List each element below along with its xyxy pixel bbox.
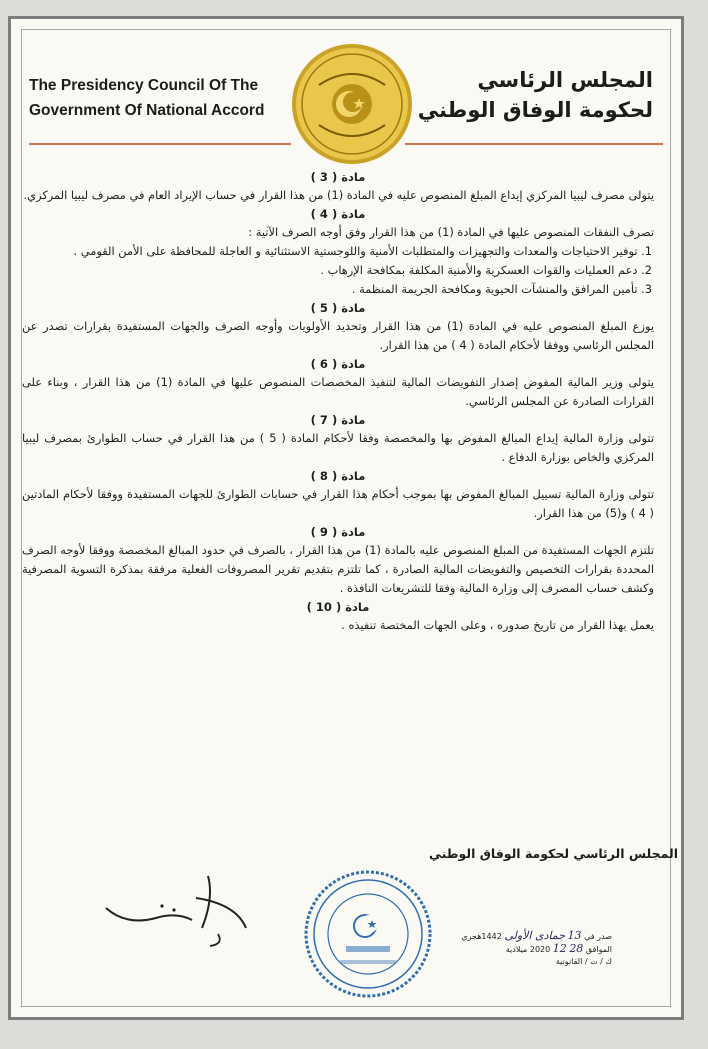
state-emblem-icon [289, 41, 415, 167]
gregorian-year: 2020 ميلادية [505, 945, 551, 954]
article-title: مادة ( 8 ) [310, 469, 366, 483]
official-stamp-icon [302, 868, 434, 1000]
article-text: يوزع المبلغ المنصوص عليه في المادة (1) من هذا القرار وتحديد الأولويات وأوجه الصرف والجهات المستفيدة بقرارات تصدر عن المجلس الرئاسي ووفقا لأحكام المادة ( 4 ) من هذا القرار. [22, 319, 654, 352]
article-text: يعمل بهذا القرار من تاريخ صدوره ، وعلى الجهات المختصة تنفيذه . [341, 618, 654, 632]
header-arabic [413, 65, 653, 125]
article-9 [22, 523, 654, 598]
article-5 [22, 299, 654, 355]
article-title: مادة ( 3 ) [310, 170, 366, 184]
article-10 [22, 598, 654, 635]
gregorian-month: 12 [552, 942, 567, 955]
article-title: مادة ( 5 ) [310, 301, 366, 315]
header-rule-right [405, 143, 663, 145]
hijri-day: 13 [567, 929, 582, 942]
article-title: مادة ( 6 ) [310, 357, 366, 371]
article-title: مادة ( 9 ) [310, 525, 366, 539]
header-english [29, 73, 299, 123]
hijri-year: 1442هجري [461, 932, 502, 941]
article-4 [22, 205, 654, 299]
list-item: 1. توفير الاحتياجات والمعدات والتجهيزات والمتطلبات الأمنية واللوجستية الاستثنائية و العاجلة للمحافظة على الأمن القومي . [73, 244, 652, 258]
hijri-month: جمادى الأولى [504, 929, 566, 942]
corresponding-label: الموافق [585, 945, 612, 954]
article-6 [22, 355, 654, 411]
article-8 [22, 467, 654, 523]
decree-body [22, 168, 654, 635]
article-text: يتولى وزير المالية المفوض إصدار التفويضات المالية لتنفيذ المخصصات المنصوص عليها في المادة (1) من هذا القرار ، وبناء على القرارات الصادرة عن المجلس الرئاسي. [22, 375, 654, 408]
list-item: 2. دعم العمليات والقوات العسكرية والأمنية المكلفة بمكافحة الإرهاب . [320, 263, 652, 277]
article-title: مادة ( 7 ) [310, 413, 366, 427]
header-arabic-line1: المجلس الرئاسي [477, 68, 653, 92]
header-english-line2: Government Of National Accord [29, 102, 265, 119]
office-reference: ك / ت / القانونية [555, 957, 612, 966]
article-text: تصرف النفقات المنصوص عليها في المادة (1) من هذا القرار وفق أوجه الصرف الآتية : [248, 225, 654, 239]
article-title: مادة ( 4 ) [310, 207, 366, 221]
issued-label: صدر في [584, 932, 612, 941]
article-text: تتولى وزارة المالية إيداع المبالغ المفوض بها والمخصصة وفقا لأحكام المادة ( 5 ) من هذا القرار في حساب الطوارئ بمصرف ليبيا المركزي والخاص بوزارة الدفاع . [22, 431, 654, 464]
article-title: مادة ( 10 ) [306, 600, 370, 614]
handwritten-signature-icon [96, 868, 256, 948]
issued-gregorian-date [452, 943, 612, 956]
header-rule-left [29, 143, 291, 145]
article-7 [22, 411, 654, 467]
header-english-line1: The Presidency Council Of The [29, 77, 259, 94]
article-text: يتولى مصرف ليبيا المركزي إيداع المبلغ المنصوص عليه في المادة (1) من هذا القرار في حساب الإيراد العام في مصرف ليبيا المركزي. [23, 188, 654, 202]
signatory-title: المجلس الرئاسي لحكومة الوفاق الوطني [429, 846, 678, 861]
gregorian-day: 28 [569, 942, 584, 955]
list-item: 3. تأمين المرافق والمنشآت الحيوية ومكافحة الجريمة المنظمة . [351, 282, 652, 296]
article-3 [22, 168, 654, 205]
issuance-reference [452, 930, 612, 968]
issued-hijri-date [452, 930, 612, 943]
header-arabic-line2: لحكومة الوفاق الوطني [417, 98, 653, 122]
article-text: تلتزم الجهات المستفيدة من المبلغ المنصوص عليه بالمادة (1) من هذا القرار ، بالصرف في حدود المبالغ المخصصة ووفقا لأوجه الصرف المحددة بقرارات التخصيص والتفويضات المالية الصادرة ، كما تلتزم بتقديم تقرير المصروفات الفعلية مرفقة بمذكرة التسوية المصرفية وكشف حساب المصرف إلى وزارة المالية وفقا للتشريعات النافذة . [22, 543, 654, 595]
article-text: تتولى وزارة المالية تسييل المبالغ المفوض بها بموجب أحكام هذا القرار في حسابات الطوارئ للجهات المستفيدة ووفقا لأحكام المادتين ( 4 ) و(5) من هذا القرار. [22, 487, 654, 520]
